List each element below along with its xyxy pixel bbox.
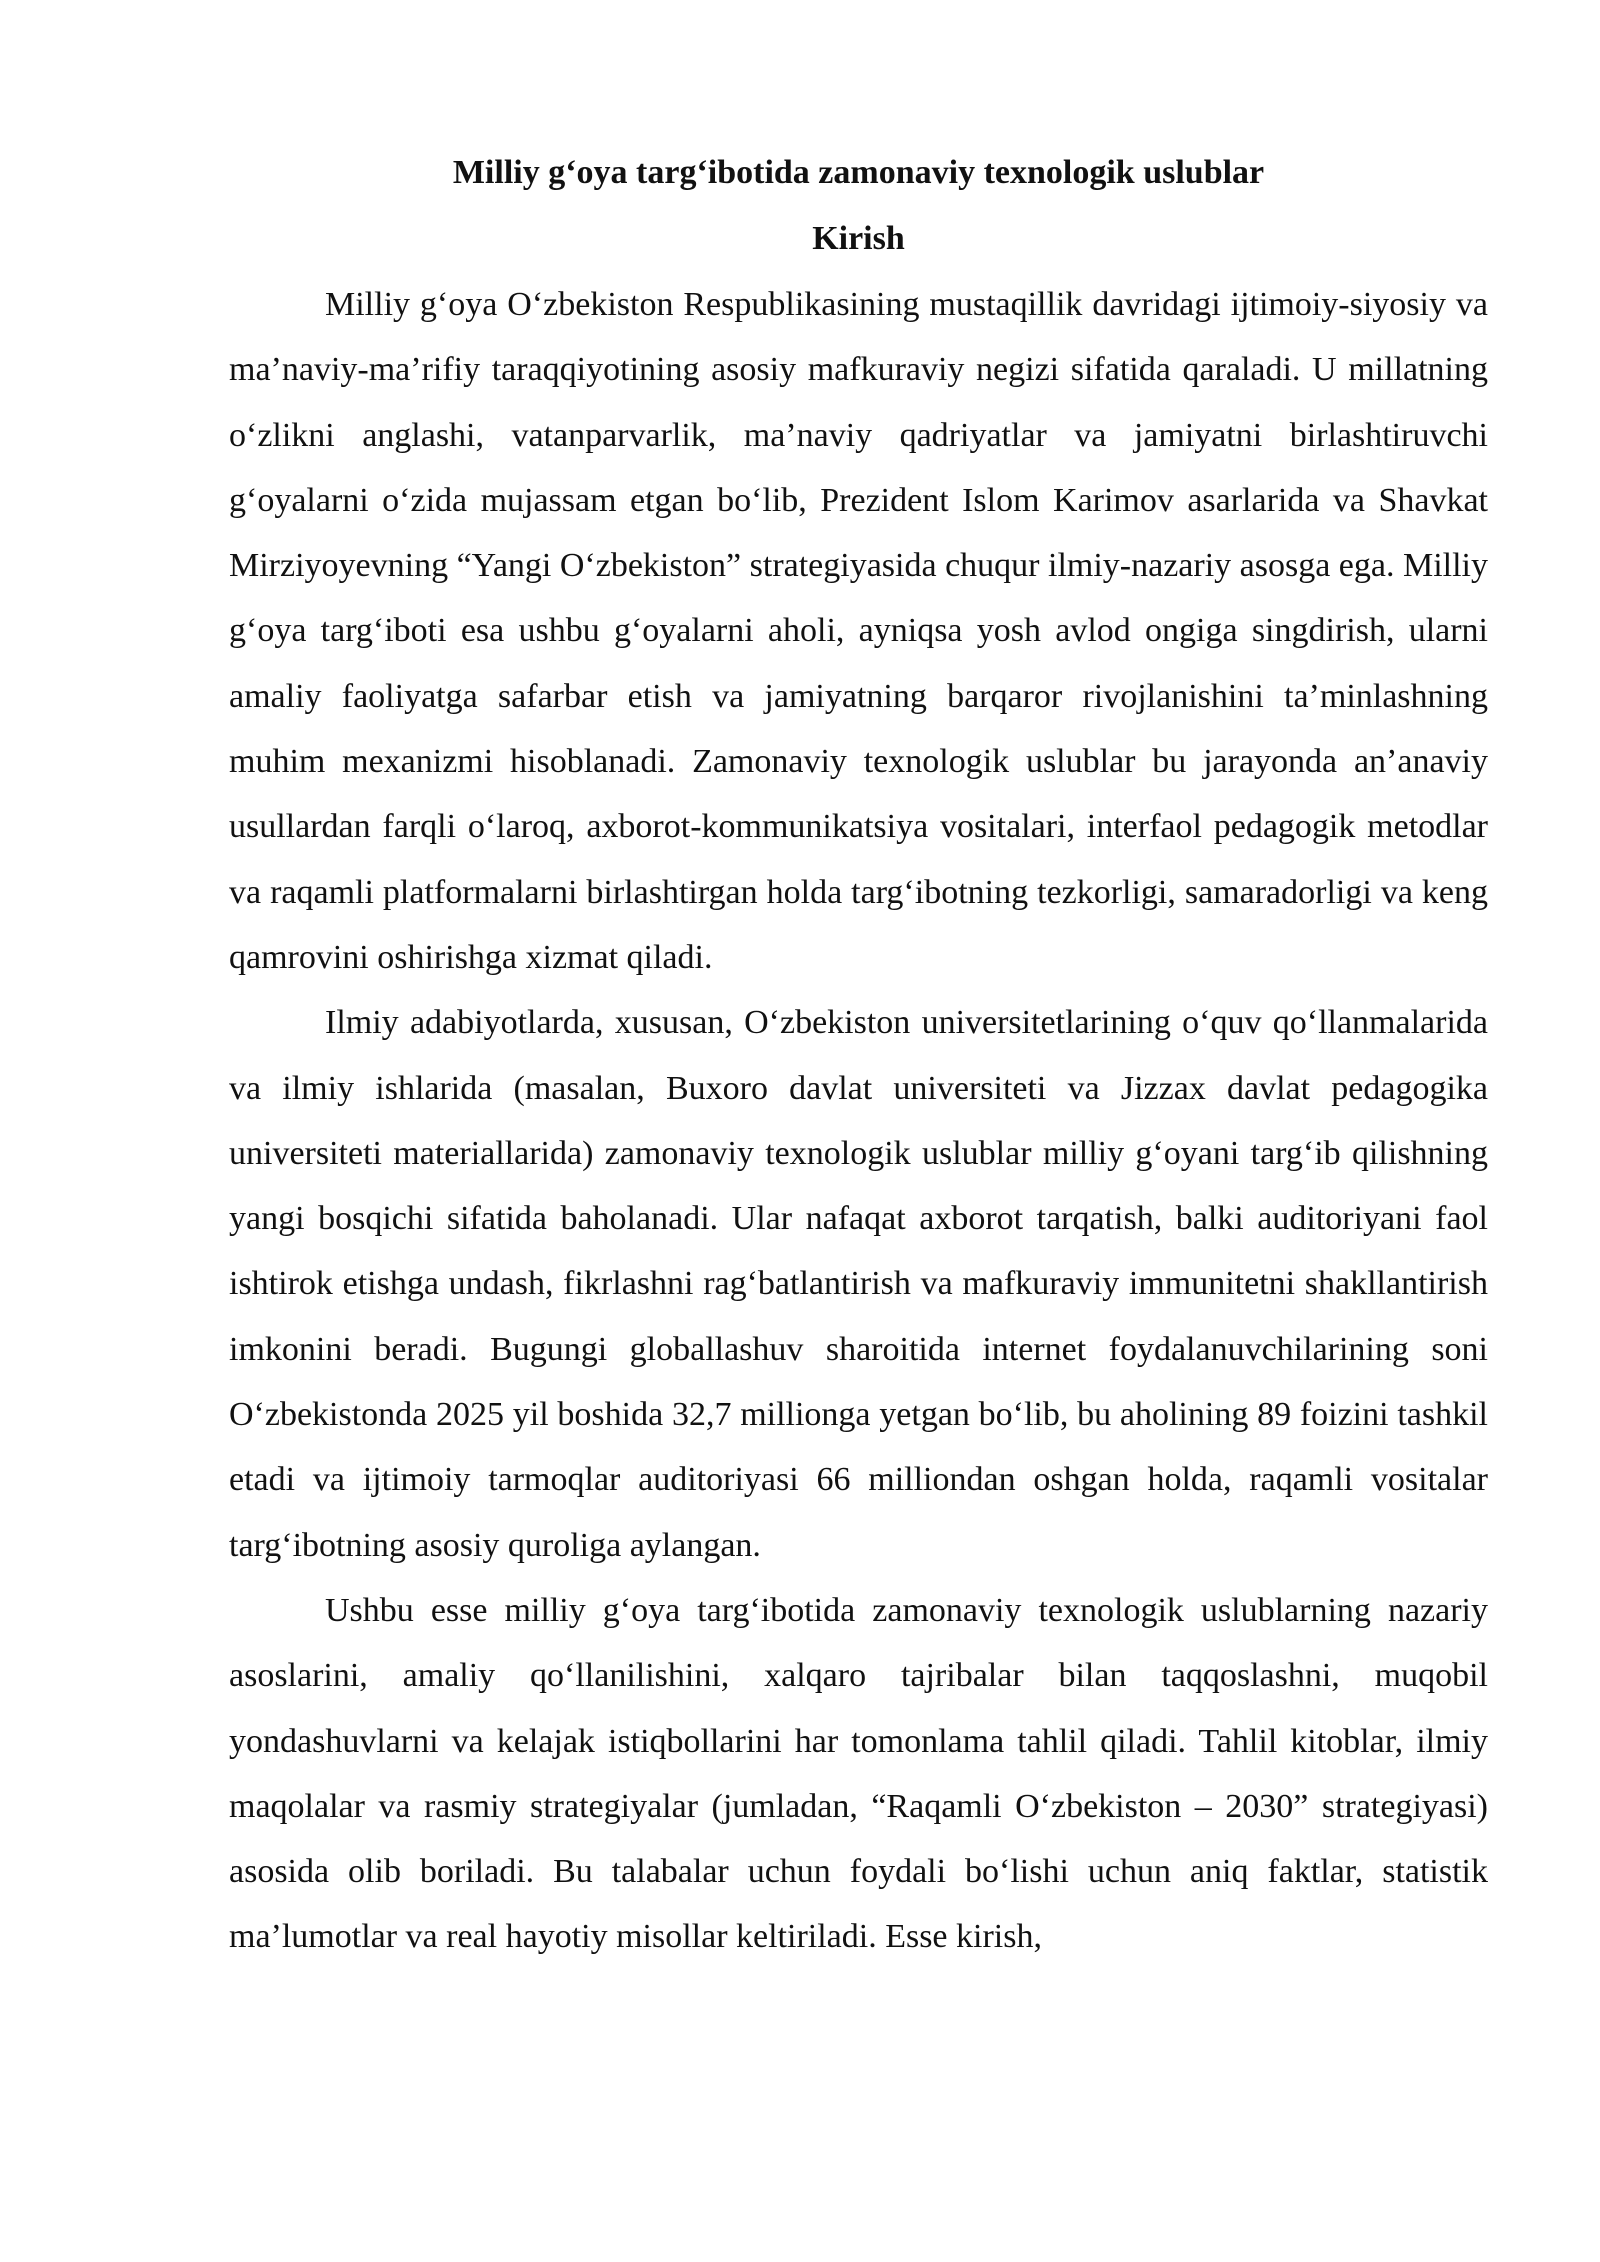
document-title: Milliy g‘oya targ‘ibotida zamonaviy texnologik uslublar	[452, 154, 1265, 191]
paragraph-essay-scope: Ushbu esse milliy g‘oya targ‘ibotida zamonaviy texnologik uslublarning nazariy asoslarini, amaliy qo‘llanilishini, xalqaro tajribalar bilan taqqoslashni, muqobil yondashuvlarni va kelajak istiqbollarini har tomonlama tahlil qiladi. Tahlil kitoblar, ilmiy maqolalar va rasmiy strategiyalar (jumladan, “Raqamli O‘zbekiston – 2030” strategiyasi) asosida olib boriladi. Bu talabalar uchun foydali bo‘lishi uchun aniq faktlar, statistik ma’lumotlar va real hayotiy misollar keltiriladi. Esse kirish,	[229, 1591, 1488, 1956]
paragraph-intro: Milliy g‘oya O‘zbekiston Respublikasining mustaqillik davridagi ijtimoiy-siyosiy va ma’naviy-ma’rifiy taraqqiyotining asosiy mafkuraviy negizi sifatida qaraladi. U millatning o‘zlikni anglashi, vatanparvarlik, ma’naviy qadriyatlar va jamiyatni birlashtiruvchi g‘oyalarni o‘zida mujassam etgan bo‘lib, Prezident Islom Karimov asarlarida va Shavkat Mirziyoyevning “Yangi O‘zbekiston” strategiyasida chuqur ilmiy-nazariy asosga ega. Milliy g‘oya targ‘iboti esa ushbu g‘oyalarni aholi, ayniqsa yosh avlod ongiga singdirish, ularni amaliy faoliyatga safarbar etish va jamiyatning barqaror rivojlanishini ta’minlashning muhim mexanizmi hisoblanadi. Zamonaviy texnologik uslublar bu jarayonda an’anaviy usullardan farqli o‘laroq, axborot-kommunikatsiya vositalari, interfaol pedagogik metodlar va raqamli platformalarni birlashtirgan holda targ‘ibotning tezkorligi, samaradorligi va keng qamrovini oshirishga xizmat qiladi.	[229, 286, 1488, 976]
section-heading: Kirish	[812, 220, 905, 257]
document-body	[229, 140, 1488, 1970]
paragraph-literature: Ilmiy adabiyotlarda, xususan, O‘zbekiston universitetlarining o‘quv qo‘llanmalarida va ilmiy ishlarida (masalan, Buxoro davlat universiteti va Jizzax davlat pedagogika universiteti materiallarida) zamonaviy texnologik uslublar milliy g‘oyani targ‘ib qilishning yangi bosqichi sifatida baholanadi. Ular nafaqat axborot tarqatish, balki auditoriyani faol ishtirok etishga undash, fikrlashni rag‘batlantirish va mafkuraviy immunitetni shakllantirish imkonini beradi. Bugungi globallashuv sharoitida internet foydalanuvchilarining soni O‘zbekistonda 2025 yil boshida 32,7 millionga yetgan bo‘lib, bu aholining 89 foizini tashkil etadi va ijtimoiy tarmoqlar auditoriyasi 66 milliondan oshgan holda, raqamli vositalar targ‘ibotning asosiy quroliga aylangan.	[229, 1004, 1488, 1564]
